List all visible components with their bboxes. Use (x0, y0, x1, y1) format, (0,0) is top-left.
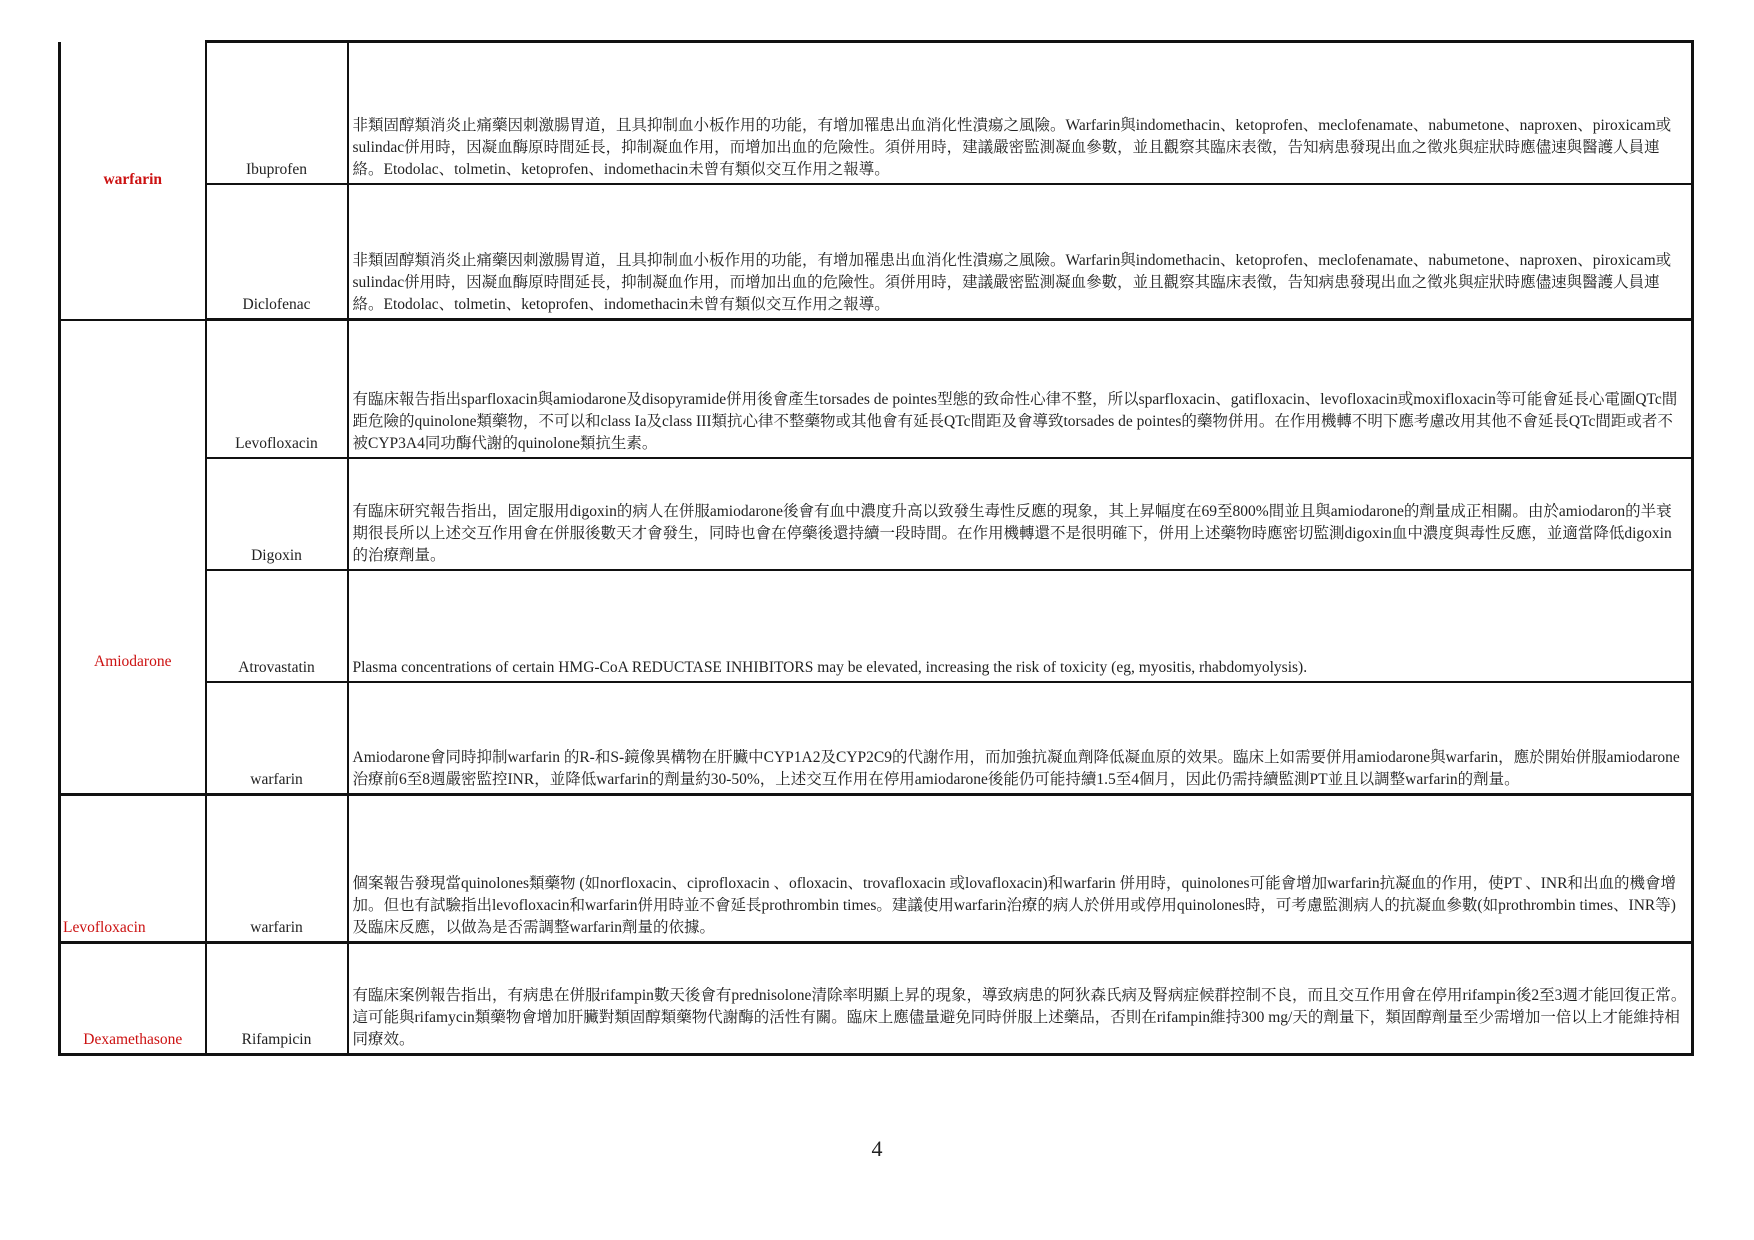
interacting-drug-cell: Levofloxacin (206, 320, 348, 458)
interacting-drug-cell: warfarin (206, 682, 348, 794)
table-row (60, 942, 1693, 1054)
table-row (60, 458, 1693, 570)
description-cell: Amiodarone會同時抑制warfarin 的R-和S-鏡像異構物在肝臟中CYP1A2及CYP2C9的代謝作用，而加強抗凝血劑降低凝血原的效果。臨床上如需要併用amiodarone與warfarin，應於開始併服amiodarone治療前6至8週嚴密監控INR，並降低warfarin的劑量約30-50%，上述交互作用在停用amiodarone後能仍可能持續1.5至4個月，因此仍需持續監測PT並且以調整warfarin的劑量。 (348, 682, 1693, 794)
interacting-drug-cell: Atrovastatin (206, 570, 348, 682)
description-cell: Plasma concentrations of certain HMG-CoA REDUCTASE INHIBITORS may be elevated, increasing the risk of toxicity (eg, myositis, rhabdomyolysis). (348, 570, 1693, 682)
table-row (60, 184, 1693, 320)
drug-cell-dexamethasone: Dexamethasone (60, 942, 206, 1054)
interacting-drug-cell: Diclofenac (206, 184, 348, 320)
description-cell: 有臨床研究報告指出，固定服用digoxin的病人在併服amiodarone後會有血中濃度升高以致發生毒性反應的現象，其上昇幅度在69至800%間並且與amiodarone的劑量成正相關。由於amiodaron的半衰期很長所以上述交互作用會在併服後數天才會發生，同時也會在停藥後還持續一段時間。在作用機轉還不是很明確下，併用上述藥物時應密切監測digoxin血中濃度與毒性反應，並適當降低digoxin的治療劑量。 (348, 458, 1693, 570)
drug-interaction-table (58, 40, 1694, 1056)
drug-cell-warfarin (60, 42, 206, 320)
table-row (60, 570, 1693, 682)
description-cell: 非類固醇類消炎止痛藥因刺激腸胃道，且具抑制血小板作用的功能，有增加罹患出血消化性潰瘍之風險。Warfarin與indomethacin、ketoprofen、meclofenamate、nabumetone、naproxen、piroxicam或sulindac併用時，因凝血酶原時間延長，抑制凝血作用，而增加出血的危險性。須併用時，建議嚴密監測凝血參數，並且觀察其臨床表徵，告知病患發現出血之徵兆與症狀時應儘速與醫護人員連絡。Etodolac、tolmetin、ketoprofen、indomethacin未曾有類似交互作用之報導。 (348, 42, 1693, 184)
description-cell: 非類固醇類消炎止痛藥因刺激腸胃道，且具抑制血小板作用的功能，有增加罹患出血消化性潰瘍之風險。Warfarin與indomethacin、ketoprofen、meclofenamate、nabumetone、naproxen、piroxicam或sulindac併用時，因凝血酶原時間延長，抑制凝血作用，而增加出血的危險性。須併用時，建議嚴密監測凝血參數，並且觀察其臨床表徵，告知病患發現出血之徵兆與症狀時應儘速與醫護人員連絡。Etodolac、tolmetin、ketoprofen、indomethacin未曾有類似交互作用之報導。 (348, 184, 1693, 320)
table-row (60, 42, 1693, 184)
interacting-drug-cell: Rifampicin (206, 942, 348, 1054)
interacting-drug-cell: Ibuprofen (206, 42, 348, 184)
interacting-drug-cell: warfarin (206, 794, 348, 942)
interacting-drug-cell: Digoxin (206, 458, 348, 570)
drug-name: Amiodarone (94, 652, 172, 670)
description-cell: 有臨床報告指出sparfloxacin與amiodarone及disopyramide併用後會產生torsades de pointes型態的致命性心律不整，所以sparfloxacin、gatifloxacin、levofloxacin或moxifloxacin等可能會延長心電圖QTc間距危險的quinolone類藥物，不可以和class Ia及class III類抗心律不整藥物或其他會有延長QTc間距及會導致torsades de pointes的藥物併用。在作用機轉不明下應考慮改用其他不會延長QTc間距或者不被CYP3A4同功酶代謝的quinolone類抗生素。 (348, 320, 1693, 458)
page-number: 4 (871, 1136, 883, 1161)
description-cell: 個案報告發現當quinolones類藥物 (如norfloxacin、ciprofloxacin 、ofloxacin、trovafloxacin 或lovafloxacin)和warfarin 併用時，quinolones可能會增加warfarin抗凝血的作用，使PT 、INR和出血的機會增加。但也有試驗指出levofloxacin和warfarin併用時並不會延長prothrombin times。建議使用warfarin治療的病人於併用或停用quinolones時，可考慮監測病人的抗凝血參數(如prothrombin times、INR等)及臨床反應，以做為是否需調整warfarin劑量的依據。 (348, 794, 1693, 942)
table-row (60, 682, 1693, 794)
drug-cell-amiodarone (60, 320, 206, 795)
table-row (60, 320, 1693, 458)
drug-cell-levofloxacin: Levofloxacin (60, 794, 206, 942)
table-row (60, 794, 1693, 942)
description-cell: 有臨床案例報告指出，有病患在併服rifampin數天後會有prednisolone清除率明顯上昇的現象，導致病患的阿狄森氏病及腎病症候群控制不良，而且交互作用會在停用rifampin後2至3週才能回復正常。這可能與rifamycin類藥物會增加肝臟對類固醇類藥物代謝酶的活性有關。臨床上應儘量避免同時併服上述藥品，否則在rifampin維持300 mg/天的劑量下，類固醇劑量至少需增加一倍以上才能維持相同療效。 (348, 942, 1693, 1054)
drug-name: warfarin (103, 171, 163, 188)
